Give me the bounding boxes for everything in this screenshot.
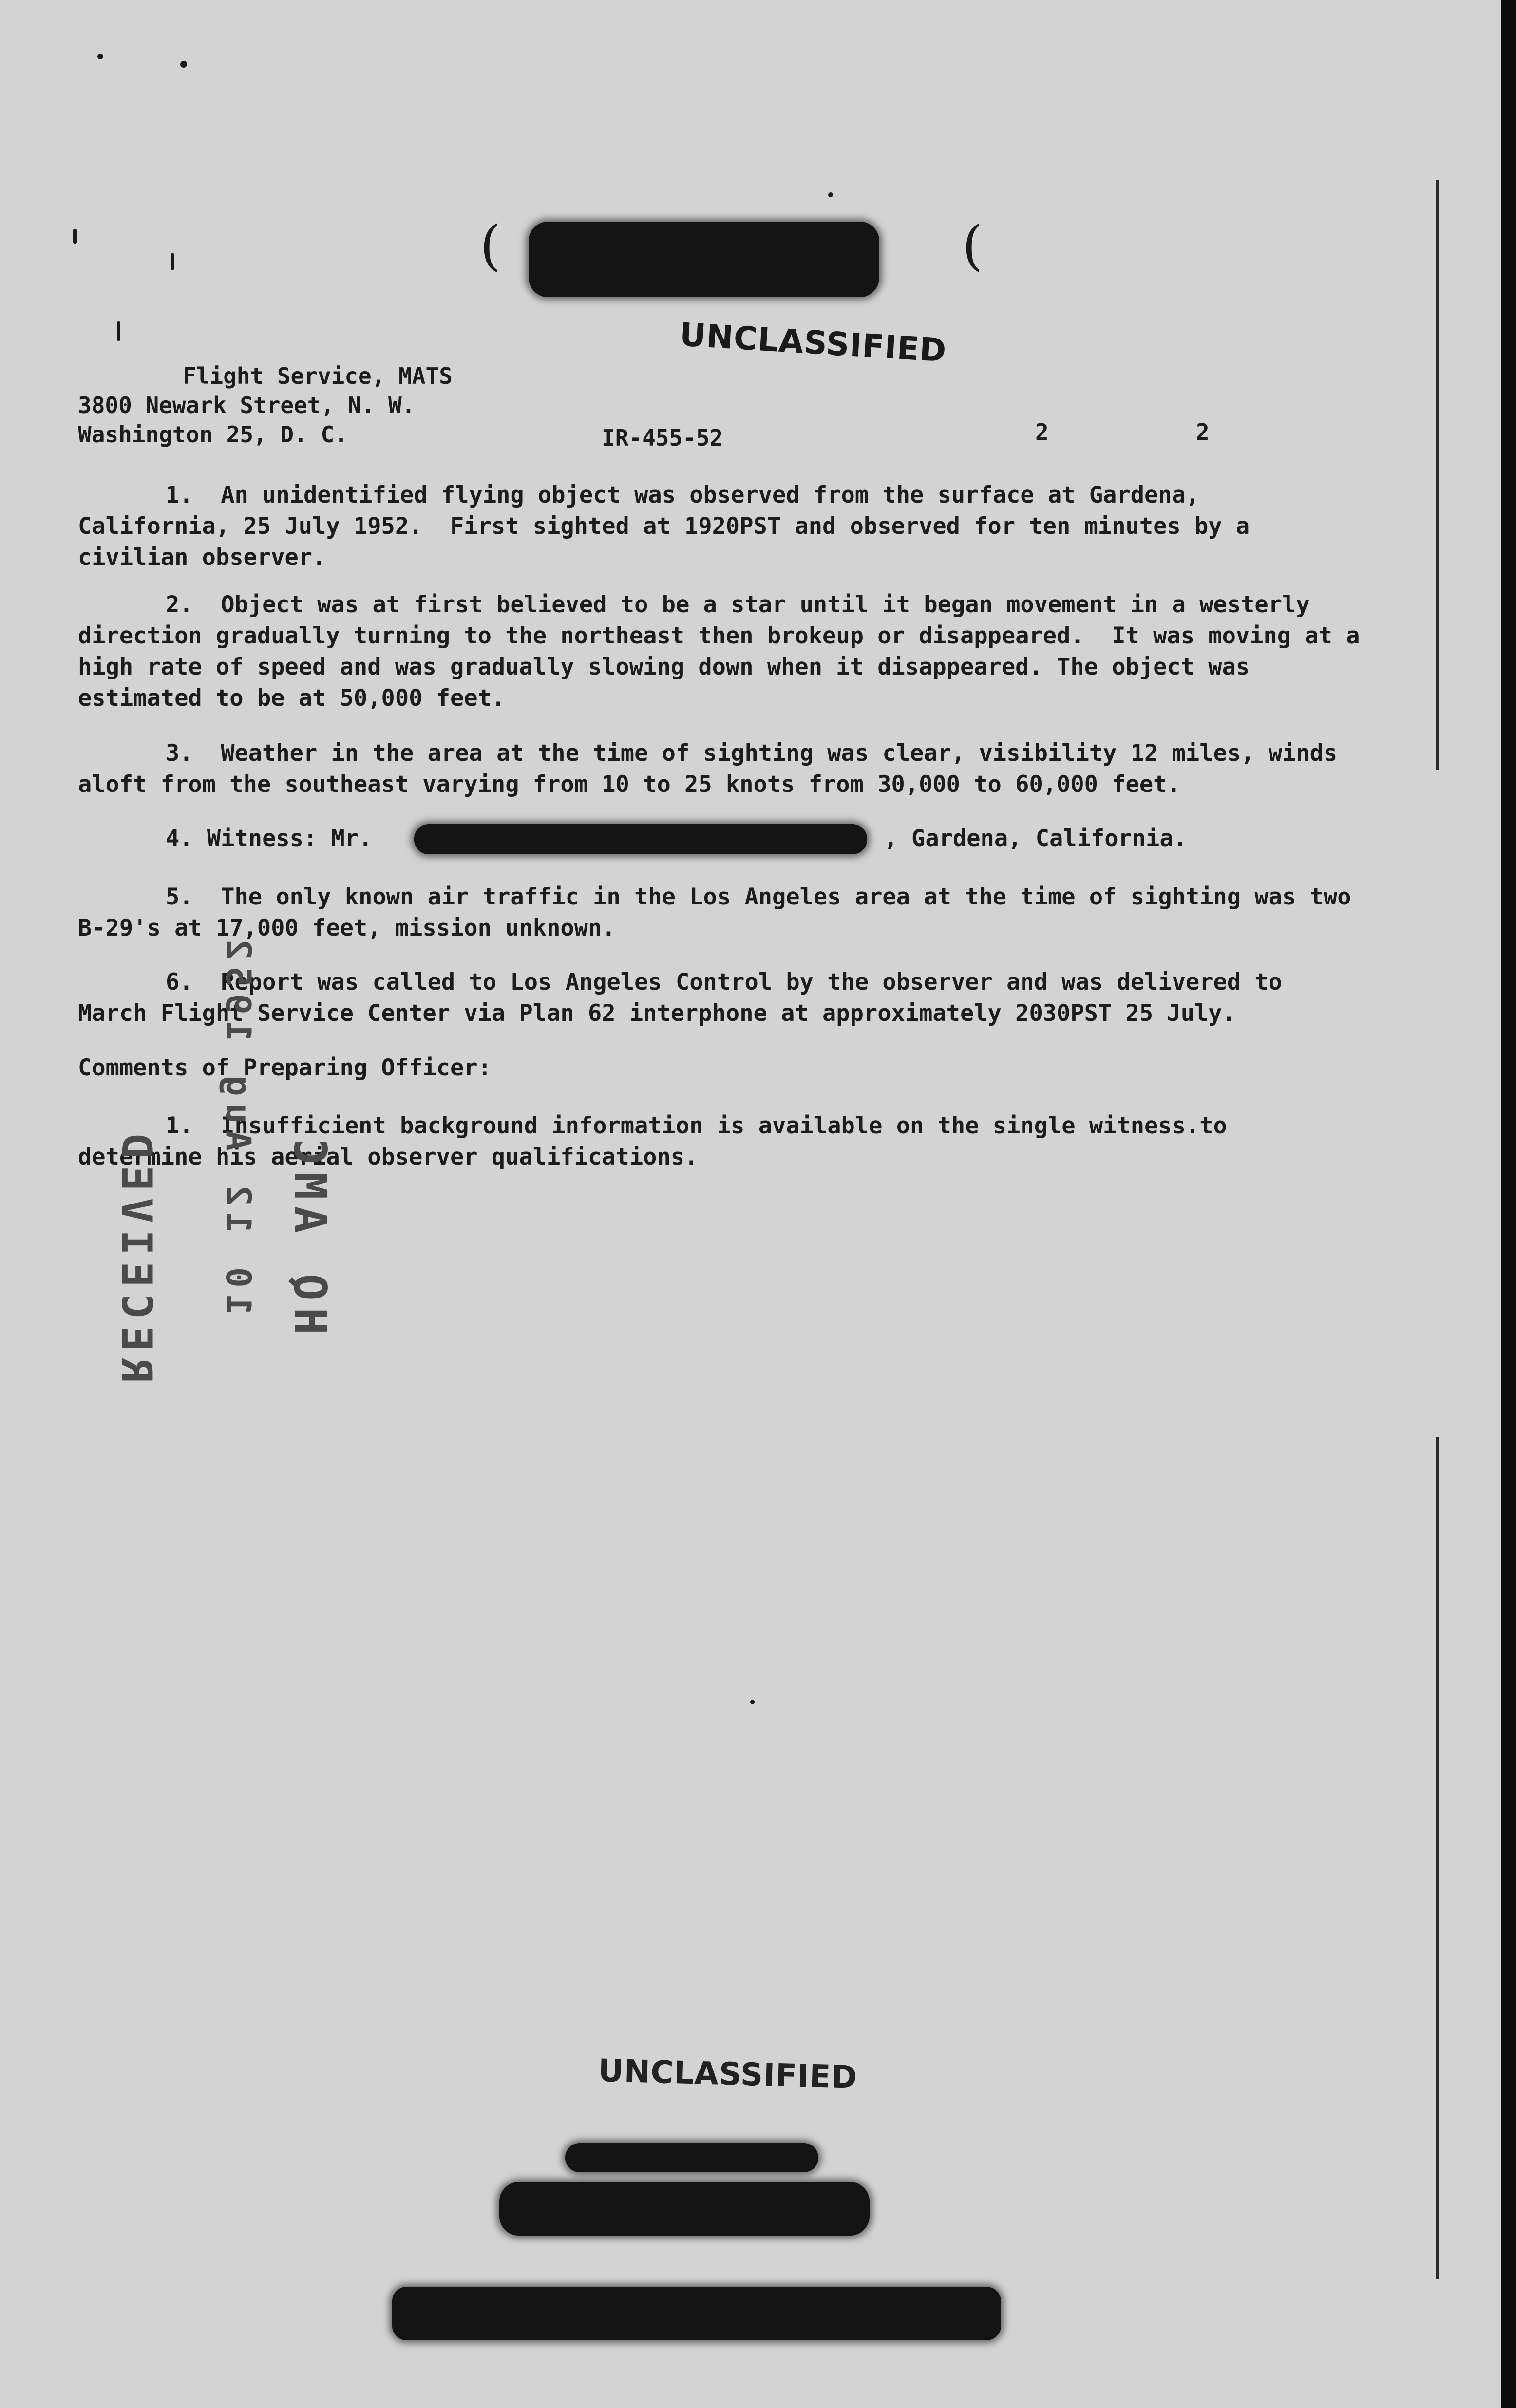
- paragraph-3: [78, 738, 1364, 800]
- scan-speck: [828, 192, 833, 197]
- witness-label: Witness: Mr.: [207, 825, 373, 852]
- redaction-witness-name: [414, 824, 867, 854]
- office-name: Flight Service, MATS: [183, 363, 453, 389]
- report-number: IR-455-52: [602, 425, 723, 451]
- scan-speck: [750, 1700, 755, 1704]
- paragraph-text: Weather in the area at the time of sighting was clear, visibility 12 miles, winds aloft from the southeast varying from 10 to 25 knots from 30,000 to 60,000 feet.: [78, 740, 1351, 798]
- paragraph-number: 3.: [166, 740, 193, 767]
- comment-text: Insufficient background information is available on the single witness.to determine his aerial observer qualifications.: [78, 1112, 1241, 1170]
- paragraph-text: The only known air traffic in the Los Angeles area at the time of sighting was two B-29's at 17,000 feet, mission unknown.: [78, 884, 1365, 941]
- redaction-bottom: [392, 2287, 1001, 2340]
- received-stamp-line: HQ AMC: [284, 1131, 336, 1335]
- paragraph-number: 6.: [166, 969, 193, 996]
- redaction-bottom: [565, 2143, 818, 2172]
- witness-location: , Gardena, California.: [884, 825, 1187, 852]
- scan-speck: [97, 54, 103, 59]
- comment-1: [78, 1110, 1364, 1173]
- scan-speck: [180, 61, 187, 68]
- paragraph-1: [78, 480, 1364, 573]
- scan-border: [1501, 0, 1516, 2408]
- page-number: 2: [1035, 419, 1049, 445]
- paragraph-number: 5.: [166, 884, 193, 910]
- paragraph-2: [78, 589, 1374, 714]
- paragraph-text: An unidentified flying object was observed from the surface at Gardena, California, 25 July 1952. First sighted at 1920PST and observed for ten minutes by a civilian observer.: [78, 482, 1264, 571]
- redaction-bottom: [499, 2182, 870, 2236]
- paragraph-text: Object was at first believed to be a star until it began movement in a westerly direction gradually turning to the northeast then brokeup or disappeared. It was moving at a high rate of speed and was gradually slowing down when it disappeared. The object was estimated to be at 50,000 feet.: [78, 591, 1374, 712]
- scan-speck: [171, 253, 174, 270]
- bracket-right: (: [962, 214, 983, 277]
- paragraph-5: [78, 882, 1364, 944]
- paragraph-6: [78, 967, 1364, 1029]
- paragraph-number: 2.: [166, 591, 193, 618]
- bracket-left: (: [480, 214, 501, 277]
- page-number: 2: [1196, 419, 1210, 445]
- comments-heading: Comments of Preparing Officer:: [78, 1054, 492, 1081]
- received-stamp-line: RECEIVED: [112, 1127, 161, 1383]
- classification-stamp-bottom: UNCLASSIFIED: [598, 2053, 858, 2096]
- street-address: 3800 Newark Street, N. W.: [78, 392, 416, 418]
- page-edge-line: [1436, 180, 1439, 770]
- city-address: Washington 25, D. C.: [78, 421, 348, 448]
- redaction-top: [529, 222, 879, 297]
- page-edge-line: [1436, 1437, 1439, 2279]
- paragraph-text: Report was called to Los Angeles Control by the observer and was delivered to March Flight Service Center via Plan 62 interphone at approximately 2030PST 25 July.: [78, 969, 1296, 1027]
- scan-speck: [117, 321, 120, 341]
- paragraph-number: 1.: [166, 482, 193, 508]
- received-stamp-line: 10 12 Aug 1952: [218, 932, 258, 1315]
- paragraph-number: 4.: [166, 825, 193, 852]
- scan-speck: [73, 229, 77, 244]
- classification-stamp-top: UNCLASSIFIED: [679, 316, 948, 370]
- comment-number: 1.: [166, 1112, 193, 1139]
